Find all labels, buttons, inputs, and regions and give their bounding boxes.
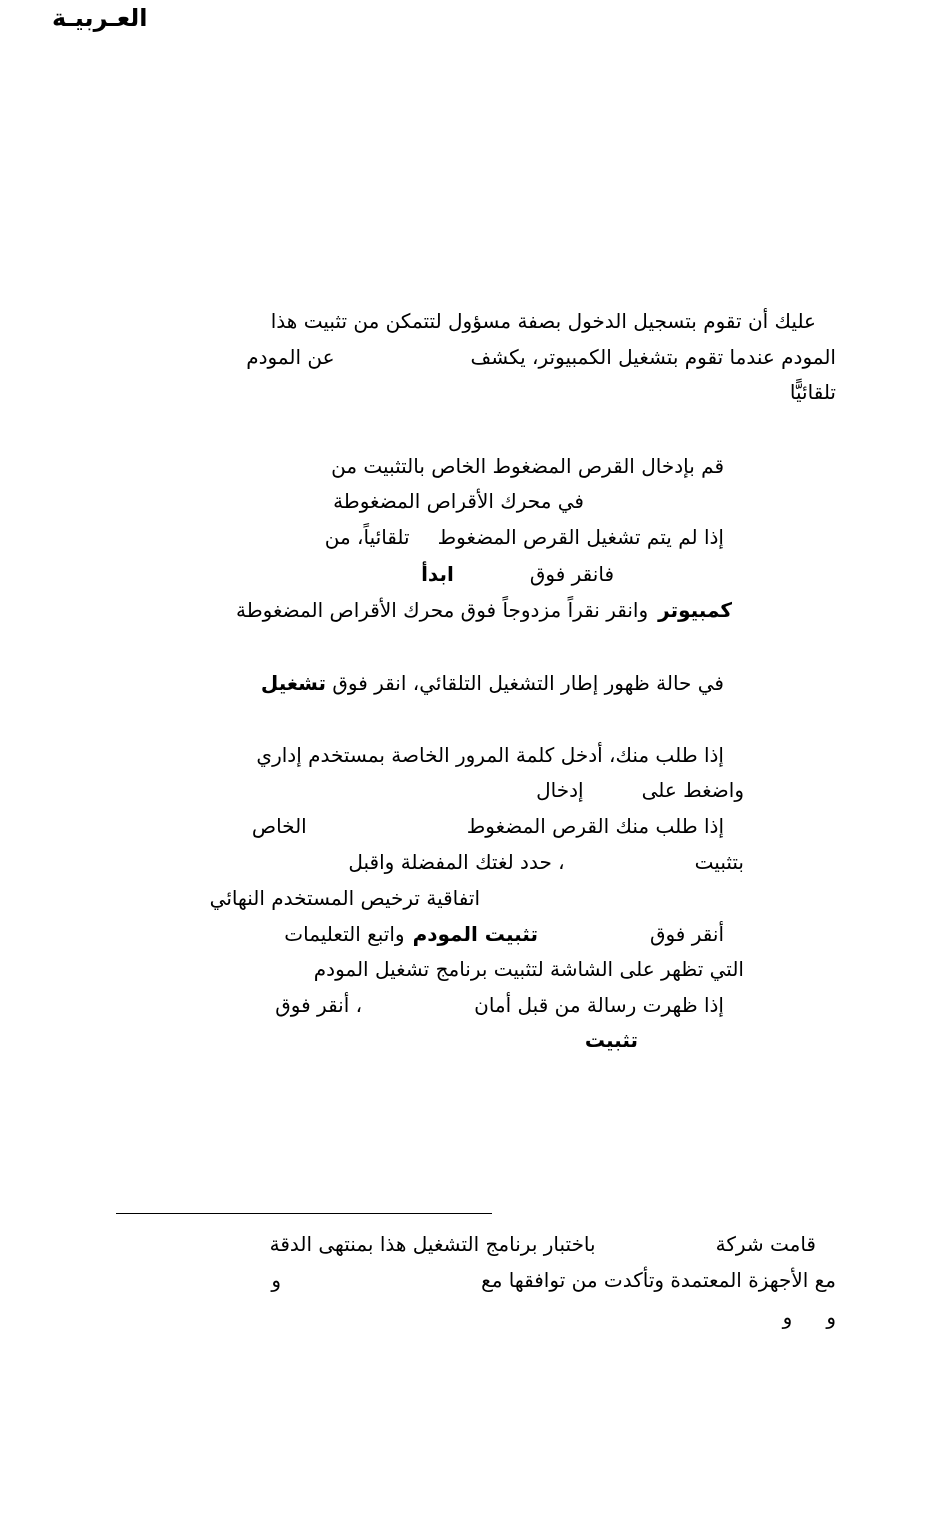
step-1-line-1 — [331, 452, 724, 480]
language-label: العـربيـة — [52, 4, 148, 32]
run-label: تشغيل — [260, 671, 327, 695]
install-modem-label: تثبيت المودم — [412, 922, 538, 946]
intro-text-2b: عن المودم — [246, 345, 335, 369]
step-5-line-3 — [210, 884, 480, 912]
install-label: تثبيت — [584, 1028, 638, 1052]
footnote-separator — [116, 1213, 492, 1214]
step-7-text-1a: إذا ظهرت رسالة من قبل أمان — [474, 993, 724, 1017]
intro-text-3: تلقائيًّا — [789, 380, 836, 404]
enter-key-label: إدخال — [536, 778, 584, 802]
step-2-line-1 — [325, 523, 724, 551]
footnote-text-1b: باختبار برنامج التشغيل هذا بمنتهى الدقة — [269, 1232, 596, 1256]
step-3-line-1 — [261, 669, 724, 697]
start-button-label: ابدأ — [421, 562, 454, 586]
footnote-text-3a: و — [826, 1305, 836, 1329]
footnote-text-1a: قامت شركة — [715, 1232, 816, 1256]
step-5-line-1 — [252, 812, 724, 840]
step-7-text-1b: ، أنقر فوق — [275, 993, 363, 1017]
step-6-text-2: التي تظهر على الشاشة لتثبيت برنامج تشغيل المودم — [313, 957, 744, 981]
step-6-line-1 — [284, 920, 724, 948]
step-1-text-1: قم بإدخال القرص المضغوط الخاص بالتثبيت من — [331, 454, 724, 478]
step-2-text-3b: وانقر نقراً مزدوجاً فوق محرك الأقراص المضغوطة — [235, 598, 649, 622]
step-5-line-2 — [348, 848, 744, 876]
step-2-line-3 — [236, 596, 732, 624]
intro-line-3 — [790, 378, 836, 406]
step-2-line-2 — [421, 560, 614, 588]
step-4-line-2 — [536, 776, 744, 804]
step-6-text-1c: واتبع التعليمات — [284, 922, 405, 946]
step-2-text-1b: تلقائياً، من — [324, 525, 410, 549]
step-6-line-2 — [314, 955, 744, 983]
intro-line-2 — [246, 343, 836, 371]
step-1-line-2 — [333, 487, 584, 515]
footnote-line-3 — [783, 1303, 836, 1331]
step-5-text-2a: بتثبيت — [694, 850, 744, 874]
footnote-text-2a: مع الأجهزة المعتمدة وتأكدت من توافقها مع — [481, 1268, 836, 1292]
computer-label: كمبيوتر — [658, 598, 732, 622]
footnote-text-2b: و — [271, 1268, 282, 1292]
step-3-text-1a: في حالة ظهور إطار التشغيل التلقائي، انقر فوق — [332, 671, 724, 695]
step-6-text-1a: أنقر فوق — [649, 922, 724, 946]
step-4-line-1 — [256, 741, 724, 769]
step-5-text-2b: ، حدد لغتك المفضلة واقبل — [348, 850, 565, 874]
step-5-text-1b: الخاص — [251, 814, 307, 838]
step-2-text-1a: إذا لم يتم تشغيل القرص المضغوط — [437, 525, 724, 549]
step-4-text-2a: واضغط على — [641, 778, 744, 802]
step-7-line-1 — [275, 991, 724, 1019]
step-7-line-2 — [585, 1026, 638, 1054]
footnote-line-1 — [270, 1230, 816, 1258]
step-1-text-2: في محرك الأقراص المضغوطة — [333, 489, 584, 513]
intro-text-2a: المودم عندما تقوم بتشغيل الكمبيوتر، يكشف — [470, 345, 836, 369]
step-5-text-1a: إذا طلب منك القرص المضغوط — [466, 814, 724, 838]
step-5-text-3: اتفاقية ترخيص المستخدم النهائي — [209, 886, 480, 910]
step-2-text-2a: فانقر فوق — [529, 562, 614, 586]
intro-text-1: عليك أن تقوم بتسجيل الدخول بصفة مسؤول لتتمكن من تثبيت هذا — [270, 309, 816, 333]
footnote-line-2 — [271, 1266, 836, 1294]
intro-line-1 — [271, 307, 816, 335]
footnote-text-3b: و — [782, 1305, 793, 1329]
step-4-text-1: إذا طلب منك، أدخل كلمة المرور الخاصة بمستخدم إداري — [256, 743, 724, 767]
